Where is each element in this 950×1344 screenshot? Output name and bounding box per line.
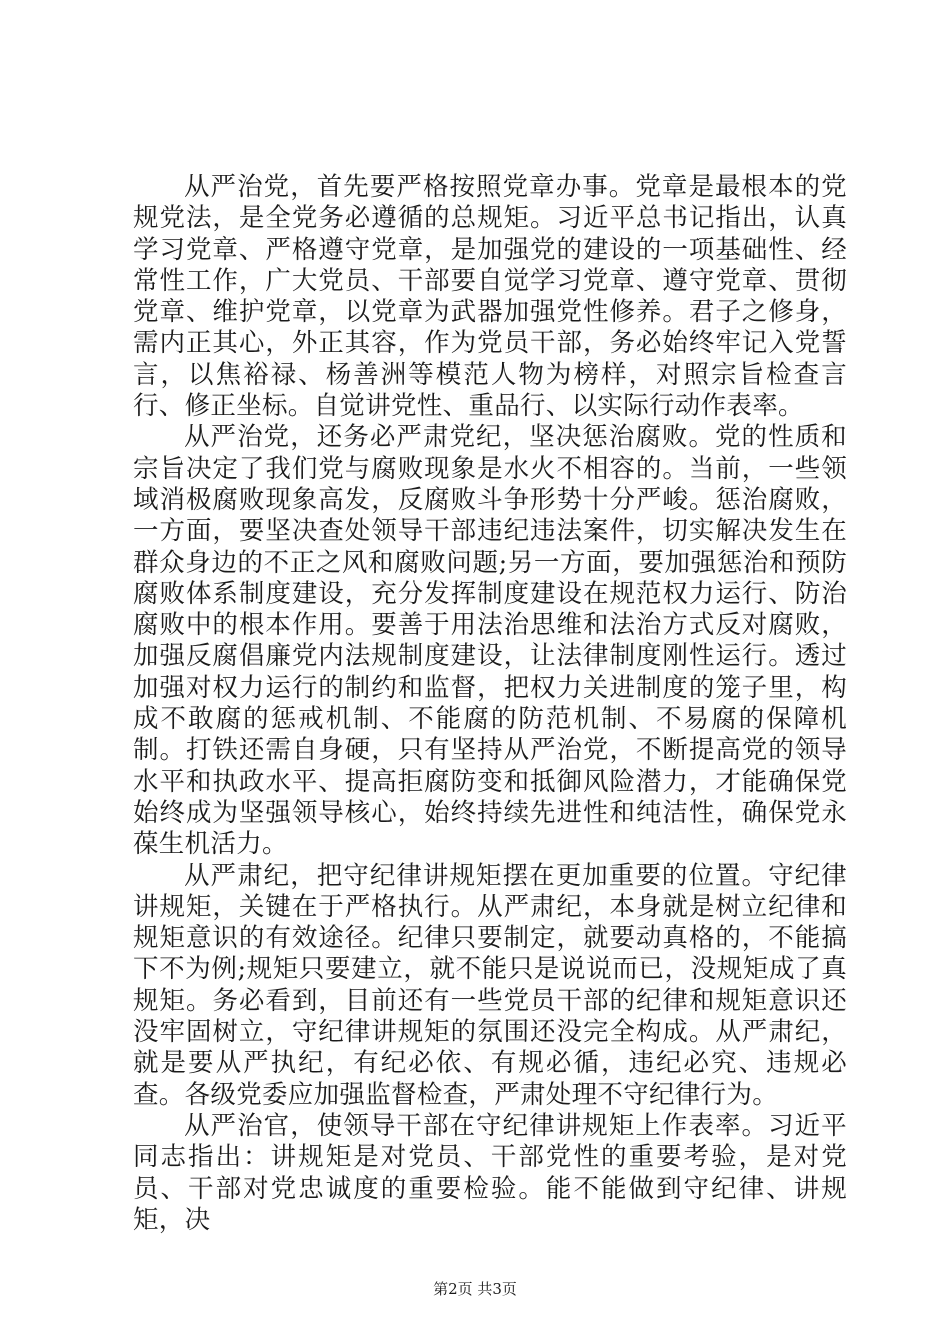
page-number-footer: 第2页 共3页 [433, 1280, 517, 1298]
paragraph-4: 从严治官，使领导干部在守纪律讲规矩上作表率。习近平同志指出：讲规矩是对党员、干部党性的重要考验，是对党员、干部对党忠诚度的重要检验。能不能做到守纪律、讲规矩，决 [133, 1110, 847, 1235]
paragraph-1: 从严治党，首先要严格按照党章办事。党章是最根本的党规党法，是全党务必遵循的总规矩。习近平总书记指出，认真学习党章、严格遵守党章，是加强党的建设的一项基础性、经常性工作，广大党员、干部要自觉学习党章、遵守党章、贯彻党章、维护党章，以党章为武器加强党性修养。君子之修身，需内正其心，外正其容，作为党员干部，务必始终牢记入党誓言，以焦裕禄、杨善洲等模范人物为榜样，对照宗旨检查言行、修正坐标。自觉讲党性、重品行、以实际行动作表率。 [133, 172, 847, 422]
paragraph-2: 从严治党，还务必严肃党纪，坚决惩治腐败。党的性质和宗旨决定了我们党与腐败现象是水火不相容的。当前，一些领域消极腐败现象高发，反腐败斗争形势十分严峻。惩治腐败，一方面，要坚决查处领导干部违纪违法案件，切实解决发生在群众身边的不正之风和腐败问题;另一方面，要加强惩治和预防腐败体系制度建设，充分发挥制度建设在规范权力运行、防治腐败中的根本作用。要善于用法治思维和法治方式反对腐败，加强反腐倡廉党内法规制度建设，让法律制度刚性运行。透过加强对权力运行的制约和监督，把权力关进制度的笼子里，构成不敢腐的惩戒机制、不能腐的防范机制、不易腐的保障机制。打铁还需自身硬，只有坚持从严治党，不断提高党的领导水平和执政水平、提高拒腐防变和抵御风险潜力，才能确保党始终成为坚强领导核心，始终持续先进性和纯洁性，确保党永葆生机活力。 [133, 422, 847, 860]
paragraph-3: 从严肃纪，把守纪律讲规矩摆在更加重要的位置。守纪律讲规矩，关键在于严格执行。从严肃纪，本身就是树立纪律和规矩意识的有效途径。纪律只要制定，就要动真格的，不能搞下不为例;规矩只要建立，就不能只是说说而已，没规矩成了真规矩。务必看到，目前还有一些党员干部的纪律和规矩意识还没牢固树立，守纪律讲规矩的氛围还没完全构成。从严肃纪，就是要从严执纪，有纪必依、有规必循，违纪必究、违规必查。各级党委应加强监督检查，严肃处理不守纪律行为。 [133, 860, 847, 1110]
document-body [133, 172, 847, 1236]
